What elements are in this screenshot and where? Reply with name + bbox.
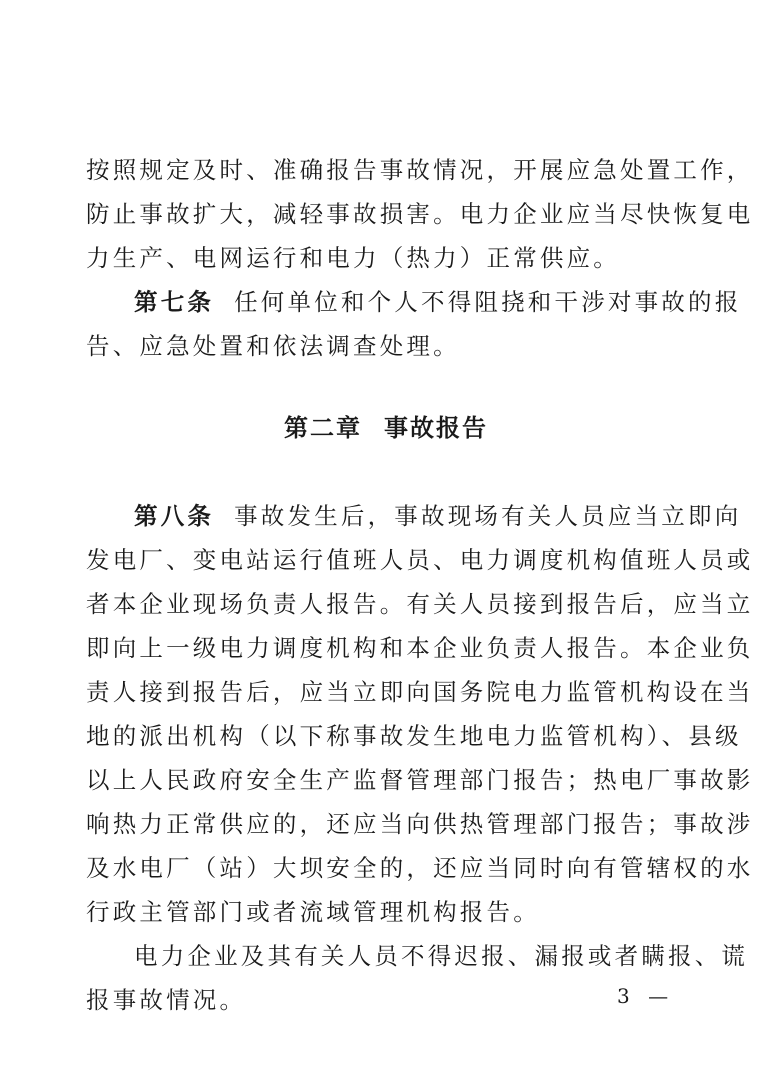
article6-line-3: 力生产、电网运行和电力（热力）正常供应。 (86, 244, 620, 272)
article8-line-8: 响热力正常供应的，还应当向供热管理部门报告；事故涉 (86, 810, 754, 838)
chapter-heading (86, 406, 686, 450)
article6-line-2: 防止事故扩大，减轻事故损害。电力企业应当尽快恢复电 (86, 200, 754, 228)
article6-line-1: 按照规定及时、准确报告事故情况，开展应急处置工作， (86, 156, 754, 184)
article7-line-2: 告、应急处置和依法调查处理。 (86, 332, 460, 360)
article7-text-1: 任何单位和个人不得阻挠和干涉对事故的报 (234, 288, 742, 316)
article8-first-line (86, 494, 742, 538)
article8-para2-line-2: 报事故情况。 (86, 986, 247, 1014)
article8-line-2: 发电厂、变电站运行值班人员、电力调度机构值班人员或 (86, 546, 754, 574)
article8-line-3: 者本企业现场负责人报告。有关人员接到报告后，应当立 (86, 590, 754, 618)
article8-para2-line-1: 电力企业及其有关人员不得迟报、漏报或者瞒报、谎 (134, 942, 749, 970)
page-number: 3 — (617, 984, 675, 1008)
article8-text-1: 事故发生后，事故现场有关人员应当立即向 (234, 502, 742, 530)
article8-line-4: 即向上一级电力调度机构和本企业负责人报告。本企业负 (86, 634, 754, 662)
article8-line-6: 地的派出机构（以下称事故发生地电力监管机构）、县级 (86, 722, 742, 750)
chapter-title: 事故报告 (384, 414, 488, 442)
article8-line-7: 以上人民政府安全生产监督管理部门报告；热电厂事故影 (86, 766, 754, 794)
chapter-number: 第二章 (284, 414, 362, 442)
article8-line-9: 及水电厂（站）大坝安全的，还应当同时向有管辖权的水 (86, 854, 754, 882)
article8-title: 第八条 (134, 502, 215, 530)
article8-line-10: 行政主管部门或者流域管理机构报告。 (86, 898, 540, 926)
article8-line-5: 责人接到报告后，应当立即向国务院电力监管机构设在当 (86, 678, 754, 706)
article7-first-line (86, 280, 742, 324)
body-text (86, 148, 754, 1022)
article7-title: 第七条 (134, 288, 215, 316)
